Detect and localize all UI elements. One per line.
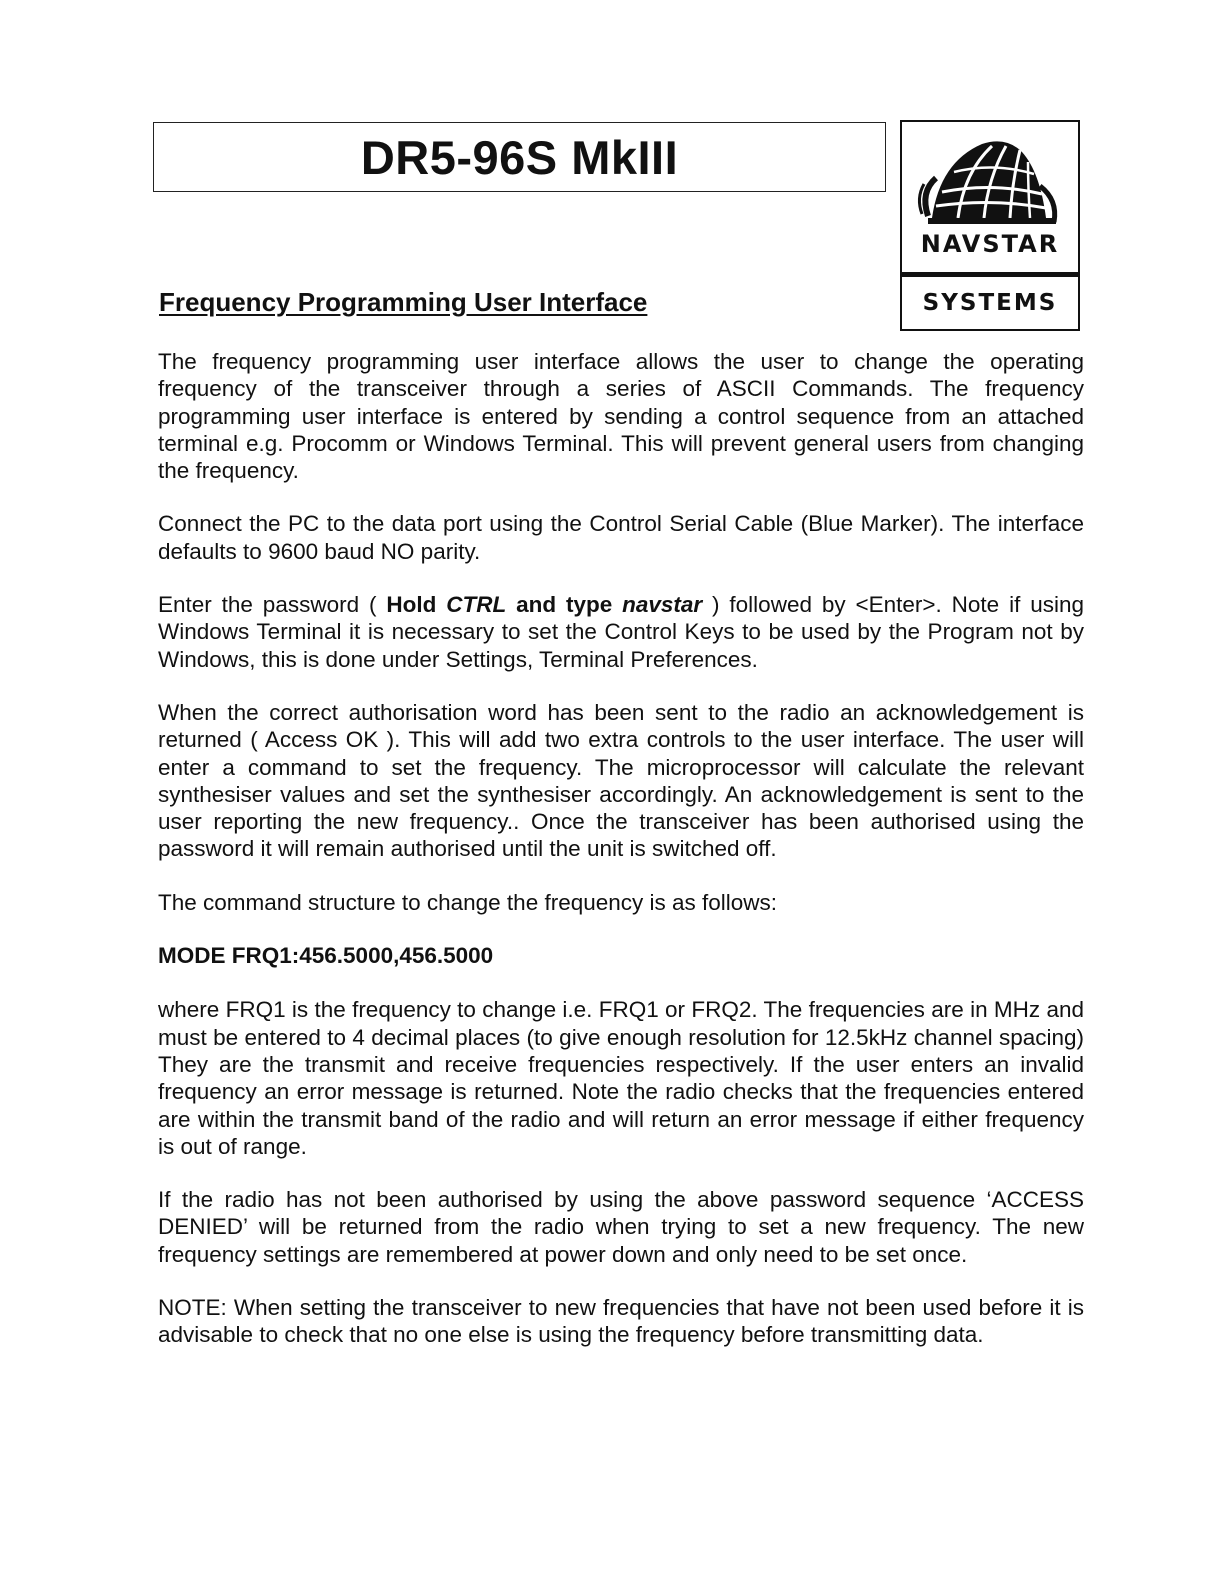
password-hold: Hold xyxy=(386,592,447,618)
paragraph-password xyxy=(158,591,1084,673)
password-text-after: ) followed by <Enter>. Note if using Windows Terminal it is necessary to set the Control Keys to be used by the Program not by Windows, this is done under Settings, Terminal Preferences. xyxy=(158,592,1084,672)
paragraph-command-intro: The command structure to change the frequency is as follows: xyxy=(158,889,778,915)
navstar-logo xyxy=(900,120,1080,331)
globe-icon xyxy=(902,122,1078,232)
title-box xyxy=(153,122,886,192)
paragraph-connect: Connect the PC to the data port using the Control Serial Cable (Blue Marker). The interface defaults to 9600 baud NO parity. xyxy=(158,511,1084,564)
paragraph-authorisation: When the correct authorisation word has been sent to the radio an acknowledgement is returned ( Access OK ). This will add two extra controls to the user interface. The user will enter a command to set the frequency. The microprocessor will calculate the relevant synthesiser values and set the synthesiser accordingly. An acknowledgement is sent to the user reporting the new frequency.. Once the transceiver has been authorised using the password it will remain authorised until the unit is switched off. xyxy=(158,699,1084,862)
password-ctrl: CTRL xyxy=(446,592,507,618)
logo-divider xyxy=(902,272,1078,277)
logo-brand-systems: SYSTEMS xyxy=(922,290,1058,316)
password-and-type: and type xyxy=(506,592,623,618)
paragraph-frequency-details: where FRQ1 is the frequency to change i.e. FRQ1 or FRQ2. The frequencies are in MHz and must be entered to 4 decimal places (to give enough resolution for 12.5kHz channel spacing) They are the transmit and receive frequencies respectively. If the user enters an invalid frequency an error message is returned. Note the radio checks that the frequencies entered are within the transmit band of the radio and will return an error message if either frequency is out of range. xyxy=(158,997,1084,1159)
paragraph-access-denied: If the radio has not been authorised by using the above password sequence ‘ACCESS DENIED’ will be returned from the radio when trying to set a new frequency. The new frequency settings are remembered at power down and only need to be set once. xyxy=(158,1187,1084,1267)
logo-brand-navstar: NAVSTAR xyxy=(920,230,1060,258)
section-heading: Frequency Programming User Interface xyxy=(159,287,648,317)
document-title: DR5-96S MkIII xyxy=(360,131,679,184)
document-body xyxy=(158,348,1084,1375)
command-example: MODE FRQ1:456.5000,456.5000 xyxy=(158,943,494,969)
paragraph-note: NOTE: When setting the transceiver to new frequencies that have not been used before it is advisable to check that no one else is using the frequency before transmitting data. xyxy=(158,1295,1084,1348)
paragraph-intro: The frequency programming user interface allows the user to change the operating frequency of the transceiver through a series of ASCII Commands. The frequency programming user interface is entered by sending a control sequence from an attached terminal e.g. Procomm or Windows Terminal. This will prevent general users from changing the frequency. xyxy=(158,349,1084,484)
password-text-before: Enter the password ( xyxy=(158,592,387,618)
password-navstar: navstar xyxy=(622,592,703,618)
